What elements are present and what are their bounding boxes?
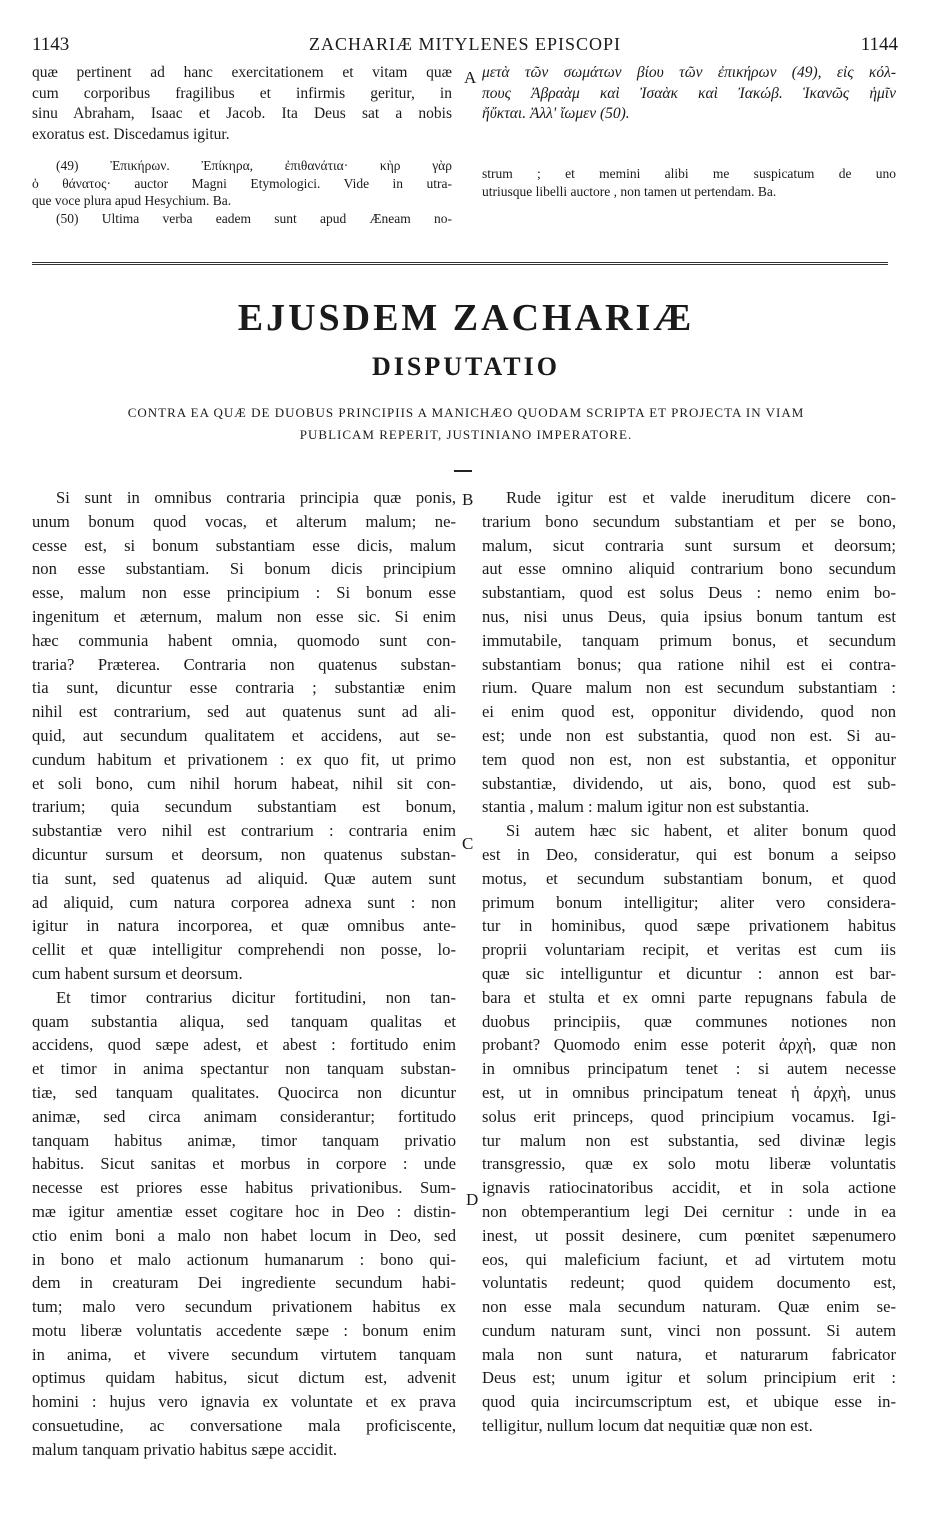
title-description-line: PUBLICAM REPERIT, JUSTINIANO IMPERATORE. — [299, 427, 633, 442]
text-line: nihil est contrarium, sed aut quatenus sunt ad ali- — [32, 702, 456, 722]
text-line: telligitur, nullum locum dat nequitiæ quæ non est. — [482, 1416, 813, 1436]
text-line: inest, ut possit desinere, cum pœnitet sæpenumero — [482, 1225, 896, 1245]
top-greek-text — [482, 63, 896, 125]
text-line: quod quia incircumscriptum est, et ubique esse in- — [482, 1392, 896, 1412]
page-number-right: 1144 — [860, 34, 898, 55]
text-line: igitur in natura incorporea, et quæ omnibus ante- — [32, 916, 456, 936]
text-line: ctio enim boni a malo non habet locum in Deo, sed — [32, 1225, 456, 1245]
text-line: cundum naturam sunt, vinci non possunt. Si autem — [482, 1320, 896, 1340]
text-line: Si autem hæc sic habent, et aliter bonum quod — [506, 821, 896, 841]
text-line: in anima, et vivere secundum virtutem tanquam — [32, 1344, 456, 1364]
text-line: est in Deo, consideratur, qui est bonum a seipso — [482, 844, 896, 864]
text-line: cum corporibus fragilibus et infirmis geritur, in — [32, 84, 452, 102]
text-line: est; unde non est substantia, quod non est. Si au- — [482, 725, 896, 745]
text-line: tum; malo vero secundum privationem habitus ex — [32, 1297, 456, 1317]
text-line: ἤὔκται. Ἀλλ' ἴωμεν (50). — [482, 105, 630, 122]
text-line: Si sunt in omnibus contraria principia quæ ponis, — [56, 488, 456, 507]
footnotes-right — [482, 165, 896, 200]
text-line: μετὰ τῶν σωμάτων βίου τῶν ἐπικήρων (49), εἰς κόλ- — [482, 64, 896, 81]
text-line: substantiam, quod est solus Deus : nemo enim bo- — [482, 583, 896, 603]
text-line: Et timor contrarius dicitur fortitudini, non tan- — [56, 987, 456, 1007]
text-line: πους Ἀβραὰμ καὶ Ἰσαὰκ καὶ Ἰακώβ. Ἱκανῶς ἡμῖν — [482, 84, 896, 102]
text-line: eos, qui maleficium faciunt, et ad virtutem motu — [482, 1249, 896, 1269]
text-line: malum, sicut contraria sunt sursum et deorsum; — [482, 535, 896, 555]
footnote-line: (49) Ἐπικήρων. Ἐπίκηρα, ἐπιθανάτια· κὴρ γὰρ — [56, 158, 452, 173]
footnote-line: ὁ θάνατος· auctor Magni Etymologici. Vide in utra- — [32, 175, 452, 191]
text-line: in omnibus principatum tenet : si autem necesse — [482, 1059, 896, 1079]
text-line: hæc communia habent omnia, quomodo sunt con- — [32, 630, 456, 650]
text-line: non obtemperantium legi Dei cernitur : unde in ea — [482, 1201, 896, 1221]
text-line: tur in hominibus, quod sæpe privationem habitus — [482, 916, 896, 936]
text-line: immutabile, tanquam primum bonus, et secundum — [482, 630, 896, 650]
text-line: substantiæ, dividendo, ut ais, bono, quod est sub- — [482, 773, 896, 793]
text-line: cundum habitum et privationem : ex quo fit, ut primo — [32, 749, 456, 769]
footnotes-left — [32, 157, 452, 227]
text-line: ingenitum et æternum, malum non esse sic. Si enim — [32, 606, 456, 626]
text-line: dicuntur sursum et deorsum, non quatenus substan- — [32, 844, 456, 864]
text-line: consuetudine, ac conversatione mala proficiscente, — [32, 1416, 456, 1436]
text-line: necesse est priores esse habitus privationibus. Sum- — [32, 1178, 456, 1198]
footnote-line: strum ; et memini alibi me suspicatum de uno — [482, 166, 896, 181]
text-line: rium. Quare malum non est secundum substantiam : — [482, 678, 896, 698]
top-latin-text — [32, 63, 452, 145]
text-line: tur malum non est substantia, sed divinæ legis — [482, 1130, 896, 1150]
text-line: voluntatis redeunt; quod quidem documento est, — [482, 1273, 896, 1293]
text-line: est, ut in omnibus principatum teneat ἡ ἀρχὴ, unus — [482, 1082, 896, 1102]
text-line: Rude igitur est et valde ineruditum dicere con- — [506, 488, 896, 507]
margin-letter-c: C — [462, 834, 474, 853]
section-rule — [32, 262, 888, 265]
title-dash — [454, 470, 472, 472]
running-title: ZACHARIÆ MITYLENES EPISCOPI — [308, 34, 621, 54]
margin-letter-d: D — [466, 1190, 479, 1209]
text-line: duobus principiis, quæ communes notiones non — [482, 1011, 896, 1031]
text-line: tiæ, sed tanquam qualitates. Quocirca non dicuntur — [32, 1082, 456, 1102]
text-line: animæ, sed circa animam considerantur; fortitudo — [32, 1106, 456, 1126]
body-right-column — [482, 486, 896, 1438]
footnote-line: (50) Ultima verba eadem sunt apud Æneam no- — [56, 210, 452, 226]
text-line: mæ igitur amentiæ esset cogitare hoc in Deo : distin- — [32, 1201, 456, 1221]
main-title: EJUSDEM ZACHARIÆ — [237, 297, 695, 339]
text-line: cesse est, si bonum substantiam esse dicis, malum — [32, 535, 456, 555]
text-line: trarium; quia secundum substantiam est bonum, — [32, 797, 456, 817]
title-description — [0, 402, 932, 446]
text-line: substantiæ vero nihil est contrarium : contraria enim — [32, 821, 456, 841]
text-line: primum bonum intelligitur; aliter vero considera- — [482, 892, 896, 912]
text-line: homini : hujus vero ignavia ex voluntate et ex prava — [32, 1392, 456, 1412]
text-line: et soli bono, cum nihil horum habeat, nihil sit con- — [32, 773, 456, 793]
text-line: et timor in anima spectantur non tanquam substan- — [32, 1059, 456, 1079]
title-description-line: CONTRA EA QUÆ DE DUOBUS PRINCIPIIS A MANICHÆO QUODAM SCRIPTA ET PROJECTA IN VIAM — [127, 405, 805, 420]
text-line: motus, et secundum substantiam bonum, et quod — [482, 868, 896, 888]
text-line: probant? Quomodo enim esse poterit ἀρχὴ, quæ non — [482, 1035, 896, 1055]
text-line: stantia , malum : malum igitur non est substantia. — [482, 797, 810, 817]
text-line: non esse mala secundum naturam. Quæ enim se- — [482, 1297, 896, 1317]
text-line: quam substantia aliqua, sed tanquam qualitas et — [32, 1011, 456, 1031]
margin-letter-a: A — [464, 68, 477, 87]
text-line: bara et stulta et ex omni parte repugnans fabula de — [482, 987, 896, 1007]
text-line: esse, malum non esse principium : Si bonum esse — [32, 583, 456, 603]
text-line: Deus est; unum igitur et solum principium erit : — [482, 1368, 896, 1388]
text-line: substantiam bonus; qua ratione nihil est ei contra- — [482, 654, 896, 674]
text-line: non esse substantiam. Si bonum dicis principium — [32, 559, 456, 579]
text-line: sinu Abraham, Isaac et Jacob. Ita Deus sat a nobis — [32, 105, 452, 122]
text-line: optimus quidam habitus, sicut dictum est, advenit — [32, 1368, 456, 1388]
footnote-line: utriusque libelli auctore , non tamen ut pertendam. Ba. — [482, 183, 777, 199]
text-line: quid, aut secundum qualitatem et accidens, aut se- — [32, 725, 456, 745]
text-line: solus erit princeps, quod principium vocamus. Igi- — [482, 1106, 896, 1126]
text-line: proprii voluntariam recipit, et veritas est cum iis — [482, 940, 896, 960]
text-line: tanquam habitus animæ, timor tanquam privatio — [32, 1130, 456, 1150]
text-line: mala non sunt natura, et naturarum fabricator — [482, 1344, 896, 1364]
text-line: habitus. Sicut sanitas et morbus in corpore : unde — [32, 1154, 456, 1174]
text-line: cellit et quæ intelligitur comprehendi non posse, lo- — [32, 940, 456, 960]
page-header — [32, 34, 898, 60]
body-left-column — [32, 486, 456, 1462]
text-line: nus, nisi unus Deus, quia ipsius bonum tantum est — [482, 606, 896, 626]
text-line: dem in creaturam Dei ingrediente secundum habi- — [32, 1273, 456, 1293]
text-line: ad aliquid, cum natura corporea adnexa sunt : non — [32, 892, 456, 912]
text-line: quæ sic intelliguntur et dicuntur : annon est bar- — [482, 963, 896, 983]
text-line: motu liberæ voluntatis accedente sæpe : bonum enim — [32, 1320, 456, 1340]
text-line: aut esse omnino aliquid contrarium bono secundum — [482, 559, 896, 579]
text-line: in bono et malo actionum humanarum : bono qui- — [32, 1249, 456, 1269]
text-line: tia sunt, sed quatenus ad aliquid. Quæ autem sunt — [32, 868, 456, 888]
text-line: traria? Præterea. Contraria non quatenus substan- — [32, 654, 456, 674]
text-line: ignavis ratiocinatoribus accidit, et in sola actione — [482, 1178, 896, 1198]
text-line: quæ pertinent ad hanc exercitationem et vitam quæ — [32, 64, 452, 81]
text-line: exoratus est. Discedamus igitur. — [32, 125, 230, 143]
text-line: cum habent sursum et deorsum. — [32, 963, 243, 983]
text-line: accidens, quod sæpe adest, et abest : fortitudo enim — [32, 1035, 456, 1055]
margin-letter-b: B — [462, 490, 474, 509]
text-line: transgressio, quæ ex solo motu liberæ voluntatis — [482, 1154, 896, 1174]
text-line: tia sunt, dicuntur esse contraria ; substantiæ enim — [32, 678, 456, 698]
text-line: tem quod non est, non est substantia, et opponitur — [482, 749, 896, 769]
page-number-left: 1143 — [32, 34, 70, 55]
sub-title: DISPUTATIO — [372, 352, 560, 381]
text-line: trarium bono secundum substantiam et per se bono, — [482, 511, 896, 531]
footnote-line: que voce plura apud Hesychium. Ba. — [32, 193, 232, 208]
text-line: unum bonum quod vocas, et alterum malum; ne- — [32, 511, 456, 531]
text-line: ei enim quod est, opponitur dividendo, quod non — [482, 702, 896, 722]
text-line: malum tanquam privatio habitus sæpe accidit. — [32, 1439, 338, 1459]
